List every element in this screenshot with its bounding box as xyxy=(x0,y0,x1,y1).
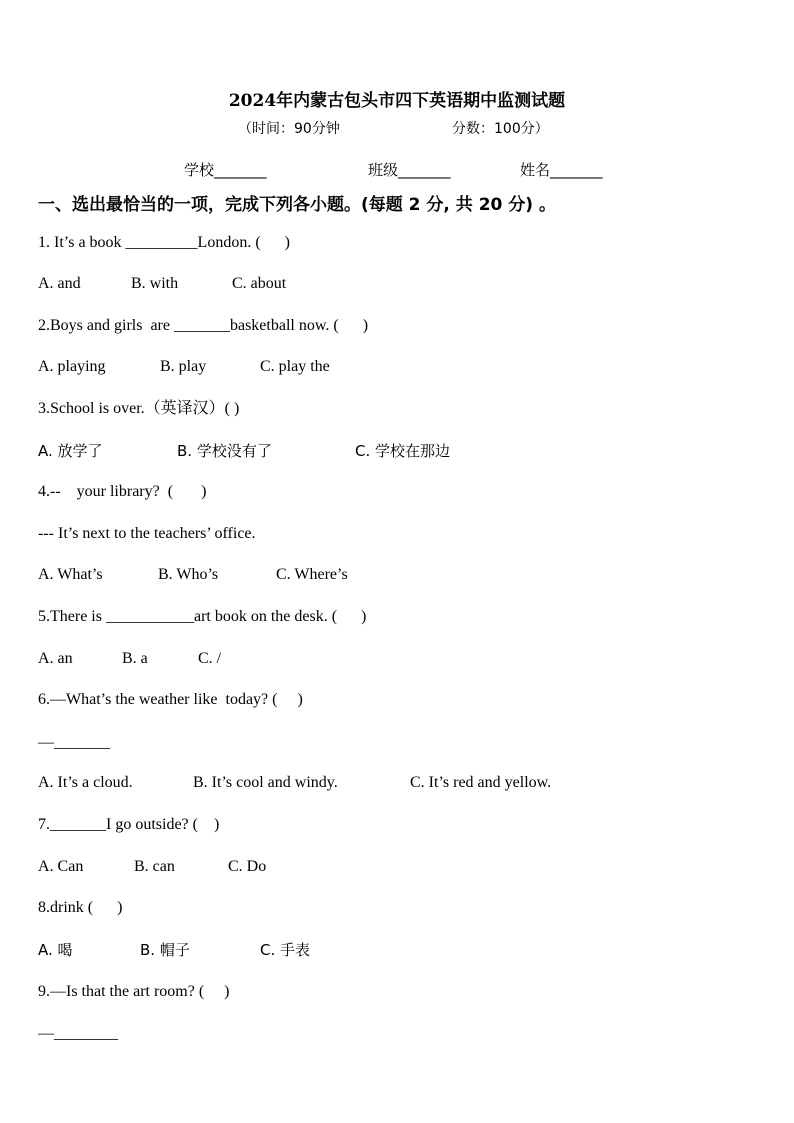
option-b: B. a xyxy=(122,650,148,667)
option-a: A. What’s xyxy=(38,566,103,583)
option-b: B. play xyxy=(160,358,207,375)
question-dialogue: --- It’s next to the teachers’ office. xyxy=(38,525,256,542)
question-stem: 1. It’s a book _________London. ( ) xyxy=(38,234,290,251)
option-a: A. Can xyxy=(38,858,84,875)
question-stem: 4.-- your library? ( ) xyxy=(38,483,207,500)
answer-blank: —________ xyxy=(38,1025,118,1042)
school-field: 学校_______ xyxy=(184,161,267,179)
option-c: C. / xyxy=(198,650,222,667)
option-b: B. It’s cool and windy. xyxy=(193,774,338,791)
option-c: C. 学校在那边 xyxy=(355,442,451,460)
option-c: C. 手表 xyxy=(260,941,311,959)
exam-time: （时间：90分钟 xyxy=(238,121,340,137)
question-stem: 6.—What’s the weather like today? ( ) xyxy=(38,691,303,708)
answer-blank: —_______ xyxy=(38,734,110,751)
option-a: A. an xyxy=(38,650,73,667)
question-stem: 9.—Is that the art room? ( ) xyxy=(38,983,230,1000)
option-b: B. 学校没有了 xyxy=(177,442,272,460)
option-a: A. playing xyxy=(38,358,106,375)
question-stem: 7._______I go outside? ( ) xyxy=(38,816,220,833)
option-b: B. 帽子 xyxy=(140,941,190,959)
class-field: 班级_______ xyxy=(368,161,451,179)
section-heading: 一、选出最恰当的一项，完成下列各小题。(每题 2 分, 共 20 分) 。 xyxy=(38,195,556,215)
option-a: A. 喝 xyxy=(38,941,73,959)
question-stem: 3.School is over.（英译汉）( ) xyxy=(38,400,240,417)
page-title: 2024年内蒙古包头市四下英语期中监测试题 xyxy=(228,91,566,111)
option-b: B. can xyxy=(134,858,175,875)
exam-score: 分数：100分） xyxy=(452,121,549,137)
question-stem: 8.drink ( ) xyxy=(38,899,123,916)
option-c: C. It’s red and yellow. xyxy=(410,774,552,791)
name-field: 姓名_______ xyxy=(520,161,603,179)
question-stem: 5.There is ___________art book on the desk. ( ) xyxy=(38,608,367,625)
option-c: C. play the xyxy=(260,358,330,375)
option-c: C. about xyxy=(232,275,287,292)
option-a: A. 放学了 xyxy=(38,442,103,460)
option-c: C. Where’s xyxy=(276,566,348,583)
question-stem: 2.Boys and girls are _______basketball now. ( ) xyxy=(38,317,369,334)
option-b: B. Who’s xyxy=(158,566,219,583)
option-b: B. with xyxy=(131,275,179,292)
option-c: C. Do xyxy=(228,858,267,875)
option-a: A. and xyxy=(38,275,81,292)
option-a: A. It’s a cloud. xyxy=(38,774,133,791)
